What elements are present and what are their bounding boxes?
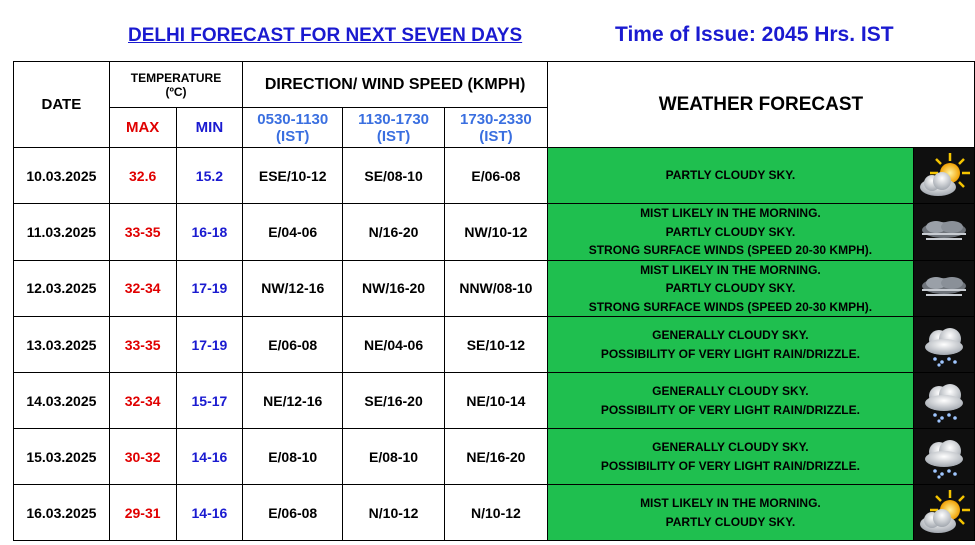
table-row [14,485,975,541]
wind-slot-1-cell: E/04-06 [243,204,343,261]
forecast-table [13,61,975,541]
wind-slot-2-cell: SE/08-10 [343,148,445,204]
forecast-line: PARTLY CLOUDY SKY. [665,281,796,295]
weather-forecast-header: WEATHER FORECAST [547,62,974,148]
forecast-line: POSSIBILITY OF VERY LIGHT RAIN/DRIZZLE. [600,458,860,473]
time-slot-2-header [343,108,445,148]
min-temp-cell: 14-16 [176,485,243,541]
forecast-cell [547,373,913,429]
wind-slot-1-cell: NW/12-16 [243,260,343,317]
mist-icon [914,212,974,252]
drizzle-cloud-icon [914,322,974,368]
weather-icon-cell [913,317,974,373]
weather-icon-cell [913,148,974,204]
sun-cloud-icon [914,151,974,201]
wind-slot-2-cell: NE/04-06 [343,317,445,373]
mist-icon [914,268,974,308]
min-temp-cell: 17-19 [176,317,243,373]
table-row [14,260,975,317]
min-temp-cell: 16-18 [176,204,243,261]
weather-icon-cell [913,373,974,429]
forecast-line: GENERALLY CLOUDY SKY. [652,328,809,342]
date-cell: 14.03.2025 [14,373,110,429]
max-temp-cell: 30-32 [109,429,176,485]
max-temp-cell: 32.6 [109,148,176,204]
forecast-line: PARTLY CLOUDY SKY. [665,514,796,529]
wind-slot-1-cell: E/06-08 [243,317,343,373]
temperature-header [109,62,243,108]
forecast-line: STRONG SURFACE WINDS (SPEED 20-30 KMPH). [588,243,873,257]
forecast-line: GENERALLY CLOUDY SKY. [652,384,809,398]
forecast-line: MIST LIKELY IN THE MORNING. [640,206,821,220]
time-slot-2-zone: (IST) [376,127,411,145]
time-slot-3-header [444,108,547,148]
forecast-cell [547,260,913,317]
table-row [14,317,975,373]
forecast-cell [547,204,913,261]
date-cell: 15.03.2025 [14,429,110,485]
time-slot-2-time: 1130-1730 [358,110,430,128]
time-slot-1-time: 0530-1130 [257,110,329,128]
forecast-line: PARTLY CLOUDY SKY. [665,224,796,239]
time-slot-3-time: 1730-2330 [460,110,532,128]
wind-slot-3-cell: NE/16-20 [444,429,547,485]
date-cell: 10.03.2025 [14,148,110,204]
max-temp-cell: 33-35 [109,317,176,373]
wind-slot-2-cell: N/16-20 [343,204,445,261]
time-slot-1-header [243,108,343,148]
wind-slot-1-cell: NE/12-16 [243,373,343,429]
wind-slot-3-cell: NE/10-14 [444,373,547,429]
date-header: DATE [14,62,110,148]
min-temp-cell: 17-19 [176,260,243,317]
forecast-line: MIST LIKELY IN THE MORNING. [640,496,821,510]
forecast-line: POSSIBILITY OF VERY LIGHT RAIN/DRIZZLE. [600,346,860,361]
min-temp-cell: 15-17 [176,373,243,429]
temperature-header-label: TEMPERATURE [130,70,222,85]
forecast-line: STRONG SURFACE WINDS (SPEED 20-30 KMPH). [588,299,873,314]
issue-time: Time of Issue: 2045 Hrs. IST [615,23,894,46]
forecast-cell [547,429,913,485]
max-header: MAX [109,108,176,148]
max-temp-cell: 32-34 [109,373,176,429]
min-temp-cell: 15.2 [176,148,243,204]
max-temp-cell: 33-35 [109,204,176,261]
forecast-line: POSSIBILITY OF VERY LIGHT RAIN/DRIZZLE. [600,402,860,417]
page-title: DELHI FORECAST FOR NEXT SEVEN DAYS [128,25,523,46]
forecast-line: GENERALLY CLOUDY SKY. [652,440,809,454]
weather-icon-cell [913,429,974,485]
forecast-line: PARTLY CLOUDY SKY. [665,168,796,183]
max-temp-cell: 29-31 [109,485,176,541]
date-cell: 12.03.2025 [14,260,110,317]
weather-icon-cell [913,260,974,317]
table-row [14,373,975,429]
wind-slot-2-cell: SE/16-20 [343,373,445,429]
wind-slot-3-cell: SE/10-12 [444,317,547,373]
sun-cloud-icon [914,488,974,538]
wind-slot-1-cell: E/06-08 [243,485,343,541]
max-temp-cell: 32-34 [109,260,176,317]
wind-slot-3-cell: N/10-12 [444,485,547,541]
min-header: MIN [176,108,243,148]
table-row [14,204,975,261]
wind-slot-2-cell: N/10-12 [343,485,445,541]
wind-header: DIRECTION/ WIND SPEED (KMPH) [243,62,548,108]
wind-slot-1-cell: E/08-10 [243,429,343,485]
date-cell: 11.03.2025 [14,204,110,261]
forecast-cell [547,148,913,204]
forecast-cell [547,485,913,541]
forecast-cell [547,317,913,373]
wind-slot-2-cell: NW/16-20 [343,260,445,317]
wind-slot-3-cell: NW/10-12 [444,204,547,261]
weather-icon-cell [913,485,974,541]
date-cell: 16.03.2025 [14,485,110,541]
time-slot-1-zone: (IST) [276,127,310,145]
wind-slot-2-cell: E/08-10 [343,429,445,485]
min-temp-cell: 14-16 [176,429,243,485]
drizzle-cloud-icon [914,434,974,480]
table-row [14,429,975,485]
temperature-header-unit: (ºC) [165,84,187,99]
table-row [14,148,975,204]
drizzle-cloud-icon [914,378,974,424]
date-cell: 13.03.2025 [14,317,110,373]
wind-slot-3-cell: E/06-08 [444,148,547,204]
weather-icon-cell [913,204,974,261]
wind-slot-3-cell: NNW/08-10 [444,260,547,317]
time-slot-3-zone: (IST) [479,127,513,145]
forecast-line: MIST LIKELY IN THE MORNING. [640,262,821,277]
wind-slot-1-cell: ESE/10-12 [243,148,343,204]
